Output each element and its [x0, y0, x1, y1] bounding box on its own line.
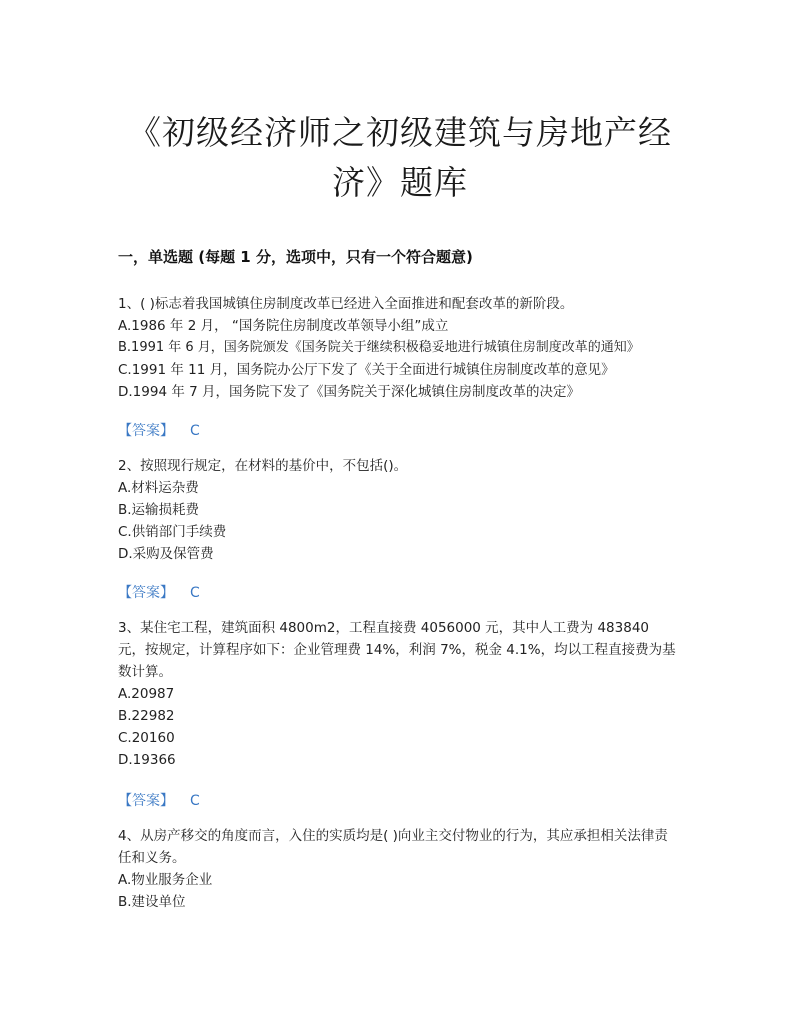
option-d: D.采购及保管费 — [118, 546, 214, 562]
option-d: D.1994 年 7 月，国务院下发了《国务院关于深化城镇住房制度改革的决定》 — [118, 384, 581, 400]
answer-2 — [118, 582, 200, 602]
document-title — [100, 108, 700, 208]
answer-value: C — [190, 585, 200, 601]
option-c: C.20160 — [118, 730, 175, 746]
option-a: A.材料运杂费 — [118, 480, 199, 496]
option-c: C.1991 年 11 月，国务院办公厅下发了《关于全面进行城镇住房制度改革的意见》 — [118, 362, 615, 378]
option-b: B.运输损耗费 — [118, 502, 200, 518]
answer-label: 【答案】 — [118, 423, 174, 439]
option-a: A.1986 年 2 月， “国务院住房制度改革领导小组”成立 — [118, 318, 449, 334]
question-stem: 4、从房产移交的角度而言，入住的实质均是( )向业主交付物业的行为，其应承担相关法律责任和义务。 — [118, 828, 668, 866]
question-3 — [118, 617, 678, 771]
option-b: B.22982 — [118, 708, 175, 724]
question-stem: 1、( )标志着我国城镇住房制度改革已经进入全面推进和配套改革的新阶段。 — [118, 296, 574, 312]
option-c: C.供销部门手续费 — [118, 524, 227, 540]
question-2 — [118, 455, 678, 565]
answer-label: 【答案】 — [118, 585, 174, 601]
option-d: D.19366 — [118, 752, 176, 768]
question-4 — [118, 825, 678, 913]
title-line-1: 《初级经济师之初级建筑与房地产经 — [128, 113, 672, 152]
option-a: A.20987 — [118, 686, 175, 702]
option-b: B.1991 年 6 月，国务院颁发《国务院关于继续积极稳妥地进行城镇住房制度改革的通知》 — [118, 340, 640, 355]
title-line-2: 济》题库 — [332, 163, 468, 202]
question-stem: 3、某住宅工程，建筑面积 4800m2，工程直接费 4056000 元，其中人工费为 483840 元，按规定，计算程序如下：企业管理费 14%，利润 7%，税金 4.1%，均以工程直接费为基数计算。 — [118, 620, 676, 680]
answer-value: C — [190, 793, 200, 809]
answer-label: 【答案】 — [118, 793, 174, 809]
answer-value: C — [190, 423, 200, 439]
option-b: B.建设单位 — [118, 894, 186, 910]
question-1 — [118, 293, 678, 403]
question-stem: 2、按照现行规定，在材料的基价中，不包括()。 — [118, 458, 408, 474]
option-a: A.物业服务企业 — [118, 872, 213, 888]
answer-3 — [118, 790, 200, 810]
answer-1 — [118, 420, 200, 440]
section-heading: 一，单选题 (每题 1 分，选项中，只有一个符合题意) — [118, 248, 473, 266]
